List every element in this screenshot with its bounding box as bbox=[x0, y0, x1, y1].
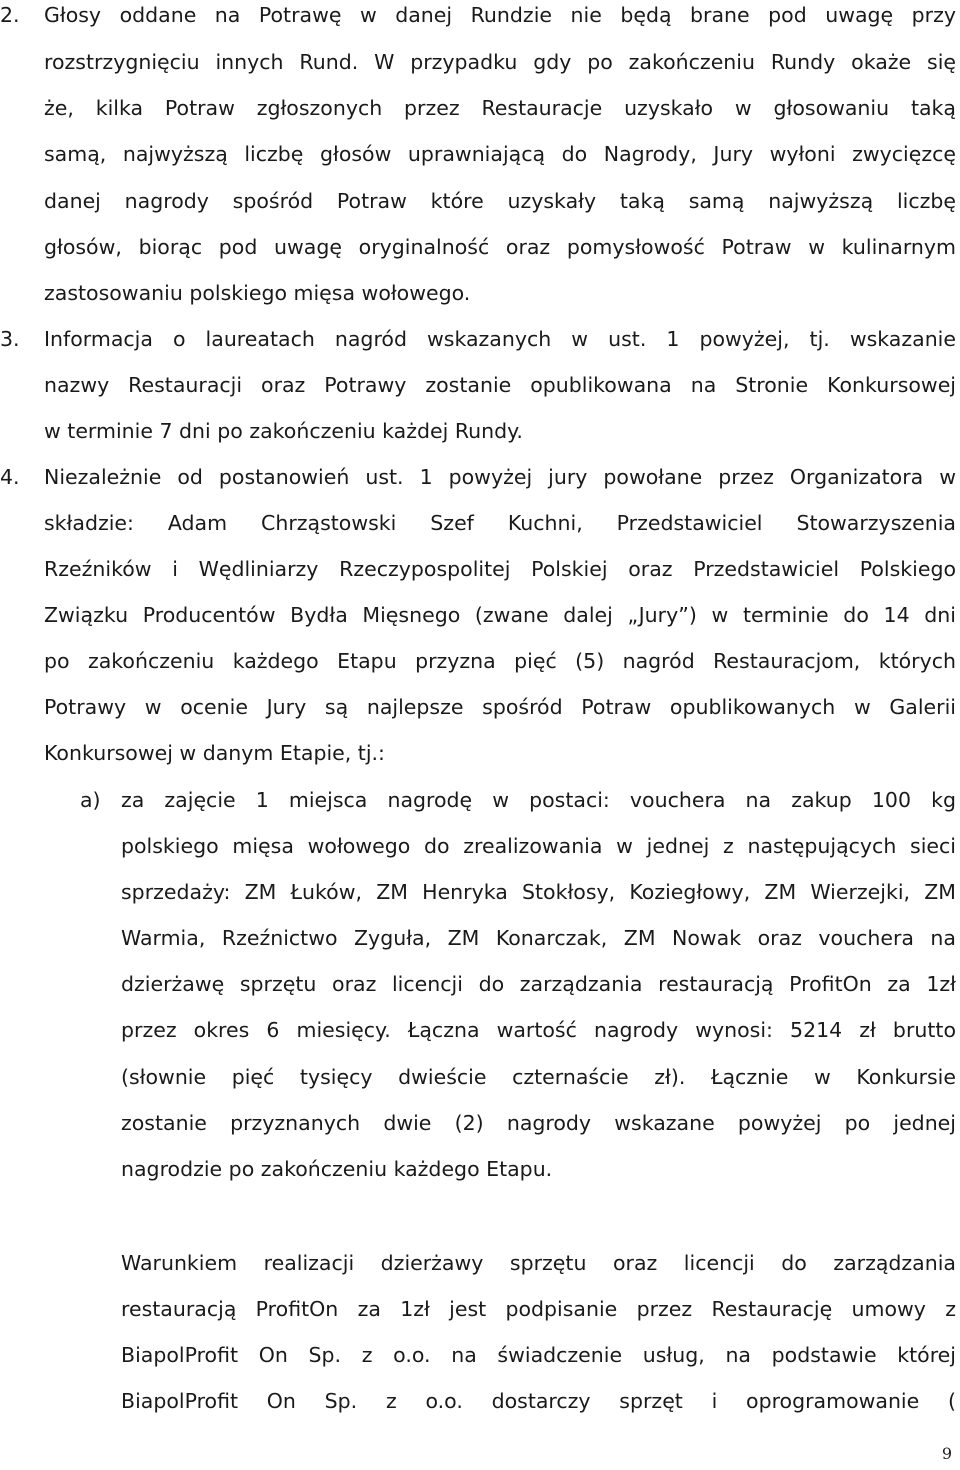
text-line: że, kilka Potraw zgłoszonych przez Restauracje uzyskało w głosowaniu taką bbox=[44, 96, 956, 120]
text-line: nagrodzie po zakończeniu każdego Etapu. bbox=[121, 1157, 553, 1181]
text-line: restauracją ProfitOn za 1zł jest podpisanie przez Restaurację umowy z bbox=[121, 1297, 956, 1321]
text-line: (słownie pięć tysięcy dwieście czternaście zł). Łącznie w Konkursie bbox=[121, 1065, 956, 1089]
text-line: Rzeźników i Wędliniarzy Rzeczypospolitej Polskiej oraz Przedstawiciel Polskiego bbox=[44, 557, 956, 581]
text-line: zostanie przyznanych dwie (2) nagrody wskazane powyżej po jednej bbox=[121, 1111, 956, 1135]
text-line: samą, najwyższą liczbę głosów uprawniającą do Nagrody, Jury wyłoni zwycięzcę bbox=[44, 142, 956, 166]
text-line: polskiego mięsa wołowego do zrealizowania w jednej z następujących sieci bbox=[121, 834, 956, 858]
text-line: BiapolProfit On Sp. z o.o. na świadczenie usług, na podstawie której bbox=[121, 1343, 956, 1367]
text-line: Informacja o laureatach nagród wskazanych w ust. 1 powyżej, tj. wskazanie bbox=[44, 327, 956, 351]
text-line: Głosy oddane na Potrawę w danej Rundzie nie będą brane pod uwagę przy bbox=[44, 3, 956, 27]
item-number: 2. bbox=[0, 3, 20, 27]
text-line: danej nagrody spośród Potraw które uzyskały taką samą najwyższą liczbę bbox=[44, 189, 956, 213]
text-line: w terminie 7 dni po zakończeniu każdej Rundy. bbox=[44, 419, 523, 443]
text-line: sprzedaży: ZM Łuków, ZM Henryka Stokłosy, Koziegłowy, ZM Wierzejki, ZM bbox=[121, 880, 956, 904]
text-line: przez okres 6 miesięcy. Łączna wartość nagrody wynosi: 5214 zł brutto bbox=[121, 1018, 956, 1042]
text-line: Konkursowej w danym Etapie, tj.: bbox=[44, 741, 385, 765]
text-line: BiapolProfit On Sp. z o.o. dostarczy sprzęt i oprogramowanie ( bbox=[121, 1389, 956, 1413]
text-line: Warmia, Rzeźnictwo Zyguła, ZM Konarczak, ZM Nowak oraz vouchera na bbox=[121, 926, 956, 950]
item-number: 3. bbox=[0, 327, 20, 351]
text-line: rozstrzygnięciu innych Rund. W przypadku gdy po zakończeniu Rundy okaże się bbox=[44, 50, 956, 74]
sub-item-label: a) bbox=[80, 788, 101, 812]
text-line: Potrawy w ocenie Jury są najlepsze spośród Potraw opublikowanych w Galerii bbox=[44, 695, 956, 719]
text-line: Związku Producentów Bydła Mięsnego (zwane dalej „Jury”) w terminie do 14 dni bbox=[44, 603, 956, 627]
text-line: nazwy Restauracji oraz Potrawy zostanie opublikowana na Stronie Konkursowej bbox=[44, 373, 956, 397]
page-number: 9 bbox=[941, 1444, 952, 1463]
text-line: po zakończeniu każdego Etapu przyzna pięć (5) nagród Restauracjom, których bbox=[44, 649, 956, 673]
text-line: Warunkiem realizacji dzierżawy sprzętu oraz licencji do zarządzania bbox=[121, 1251, 956, 1275]
item-number: 4. bbox=[0, 465, 20, 489]
text-line: Niezależnie od postanowień ust. 1 powyżej jury powołane przez Organizatora w bbox=[44, 465, 956, 489]
text-line: za zajęcie 1 miejsca nagrodę w postaci: vouchera na zakup 100 kg bbox=[121, 788, 956, 812]
text-line: składzie: Adam Chrząstowski Szef Kuchni, Przedstawiciel Stowarzyszenia bbox=[44, 511, 956, 535]
text-line: głosów, biorąc pod uwagę oryginalność oraz pomysłowość Potraw w kulinarnym bbox=[44, 235, 956, 259]
text-line: dzierżawę sprzętu oraz licencji do zarządzania restauracją ProfitOn za 1zł bbox=[121, 972, 956, 996]
text-line: zastosowaniu polskiego mięsa wołowego. bbox=[44, 281, 471, 305]
